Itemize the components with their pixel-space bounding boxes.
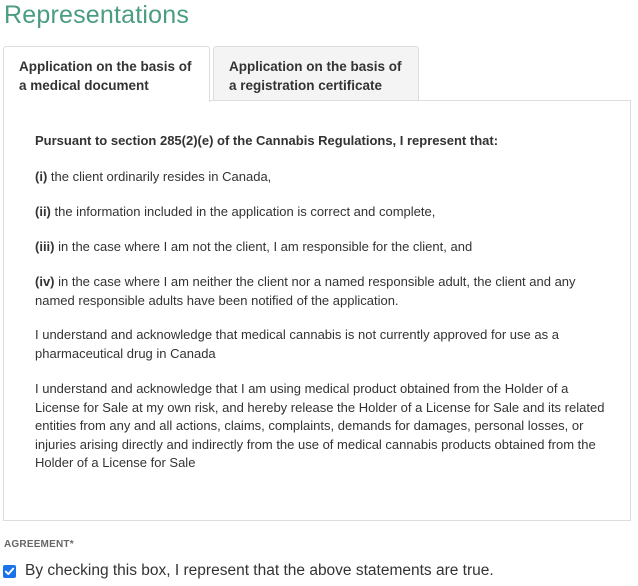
item-text: in the case where I am not the client, I am responsible for the client, and [54,239,473,254]
agreement-checkbox-row [3,562,494,580]
representation-item [35,203,435,222]
item-number: (iv) [35,274,55,289]
acknowledgement: I understand and acknowledge that medical cannabis is not currently approved for use as a pharmaceutical drug in Canada [35,327,559,361]
item-number: (iii) [35,239,55,254]
agreement-checkbox-label[interactable]: By checking this box, I represent that the above statements are true. [25,562,494,579]
item-text: the information included in the application is correct and complete, [50,204,436,219]
tab-medical-document[interactable]: Application on the basis of a medical document [3,46,210,102]
agreement-label: AGREEMENT* [4,539,74,550]
item-text: the client ordinarily resides in Canada, [47,169,272,184]
agreement-checkbox[interactable] [3,565,16,578]
representation-item [35,168,271,187]
item-number: (ii) [35,204,51,219]
item-text: in the case where I am neither the client nor a named responsible adult, the client and any named responsible adults have been notified of the application. [35,274,576,308]
intro-statement: Pursuant to section 285(2)(e) of the Cannabis Regulations, I represent that: [35,133,499,148]
item-number: (i) [35,169,48,184]
tab-panel [3,100,631,521]
representation-item [35,238,472,257]
tab-registration-certificate[interactable]: Application on the basis of a registration certificate [213,46,419,100]
checkmark-icon [4,566,15,577]
page-title: Representations [4,1,190,29]
acknowledgement: I understand and acknowledge that I am using medical product obtained from the Holder of a License for Sale at my own risk, and hereby release the Holder of a License for Sale and its related entities from any and all actions, claims, complaints, demands for damages, personal losses, or injuries arising directly and indirectly from the use of medical cannabis products obtained from the Holder of a License for Sale [35,381,605,470]
representation-item [35,273,610,310]
